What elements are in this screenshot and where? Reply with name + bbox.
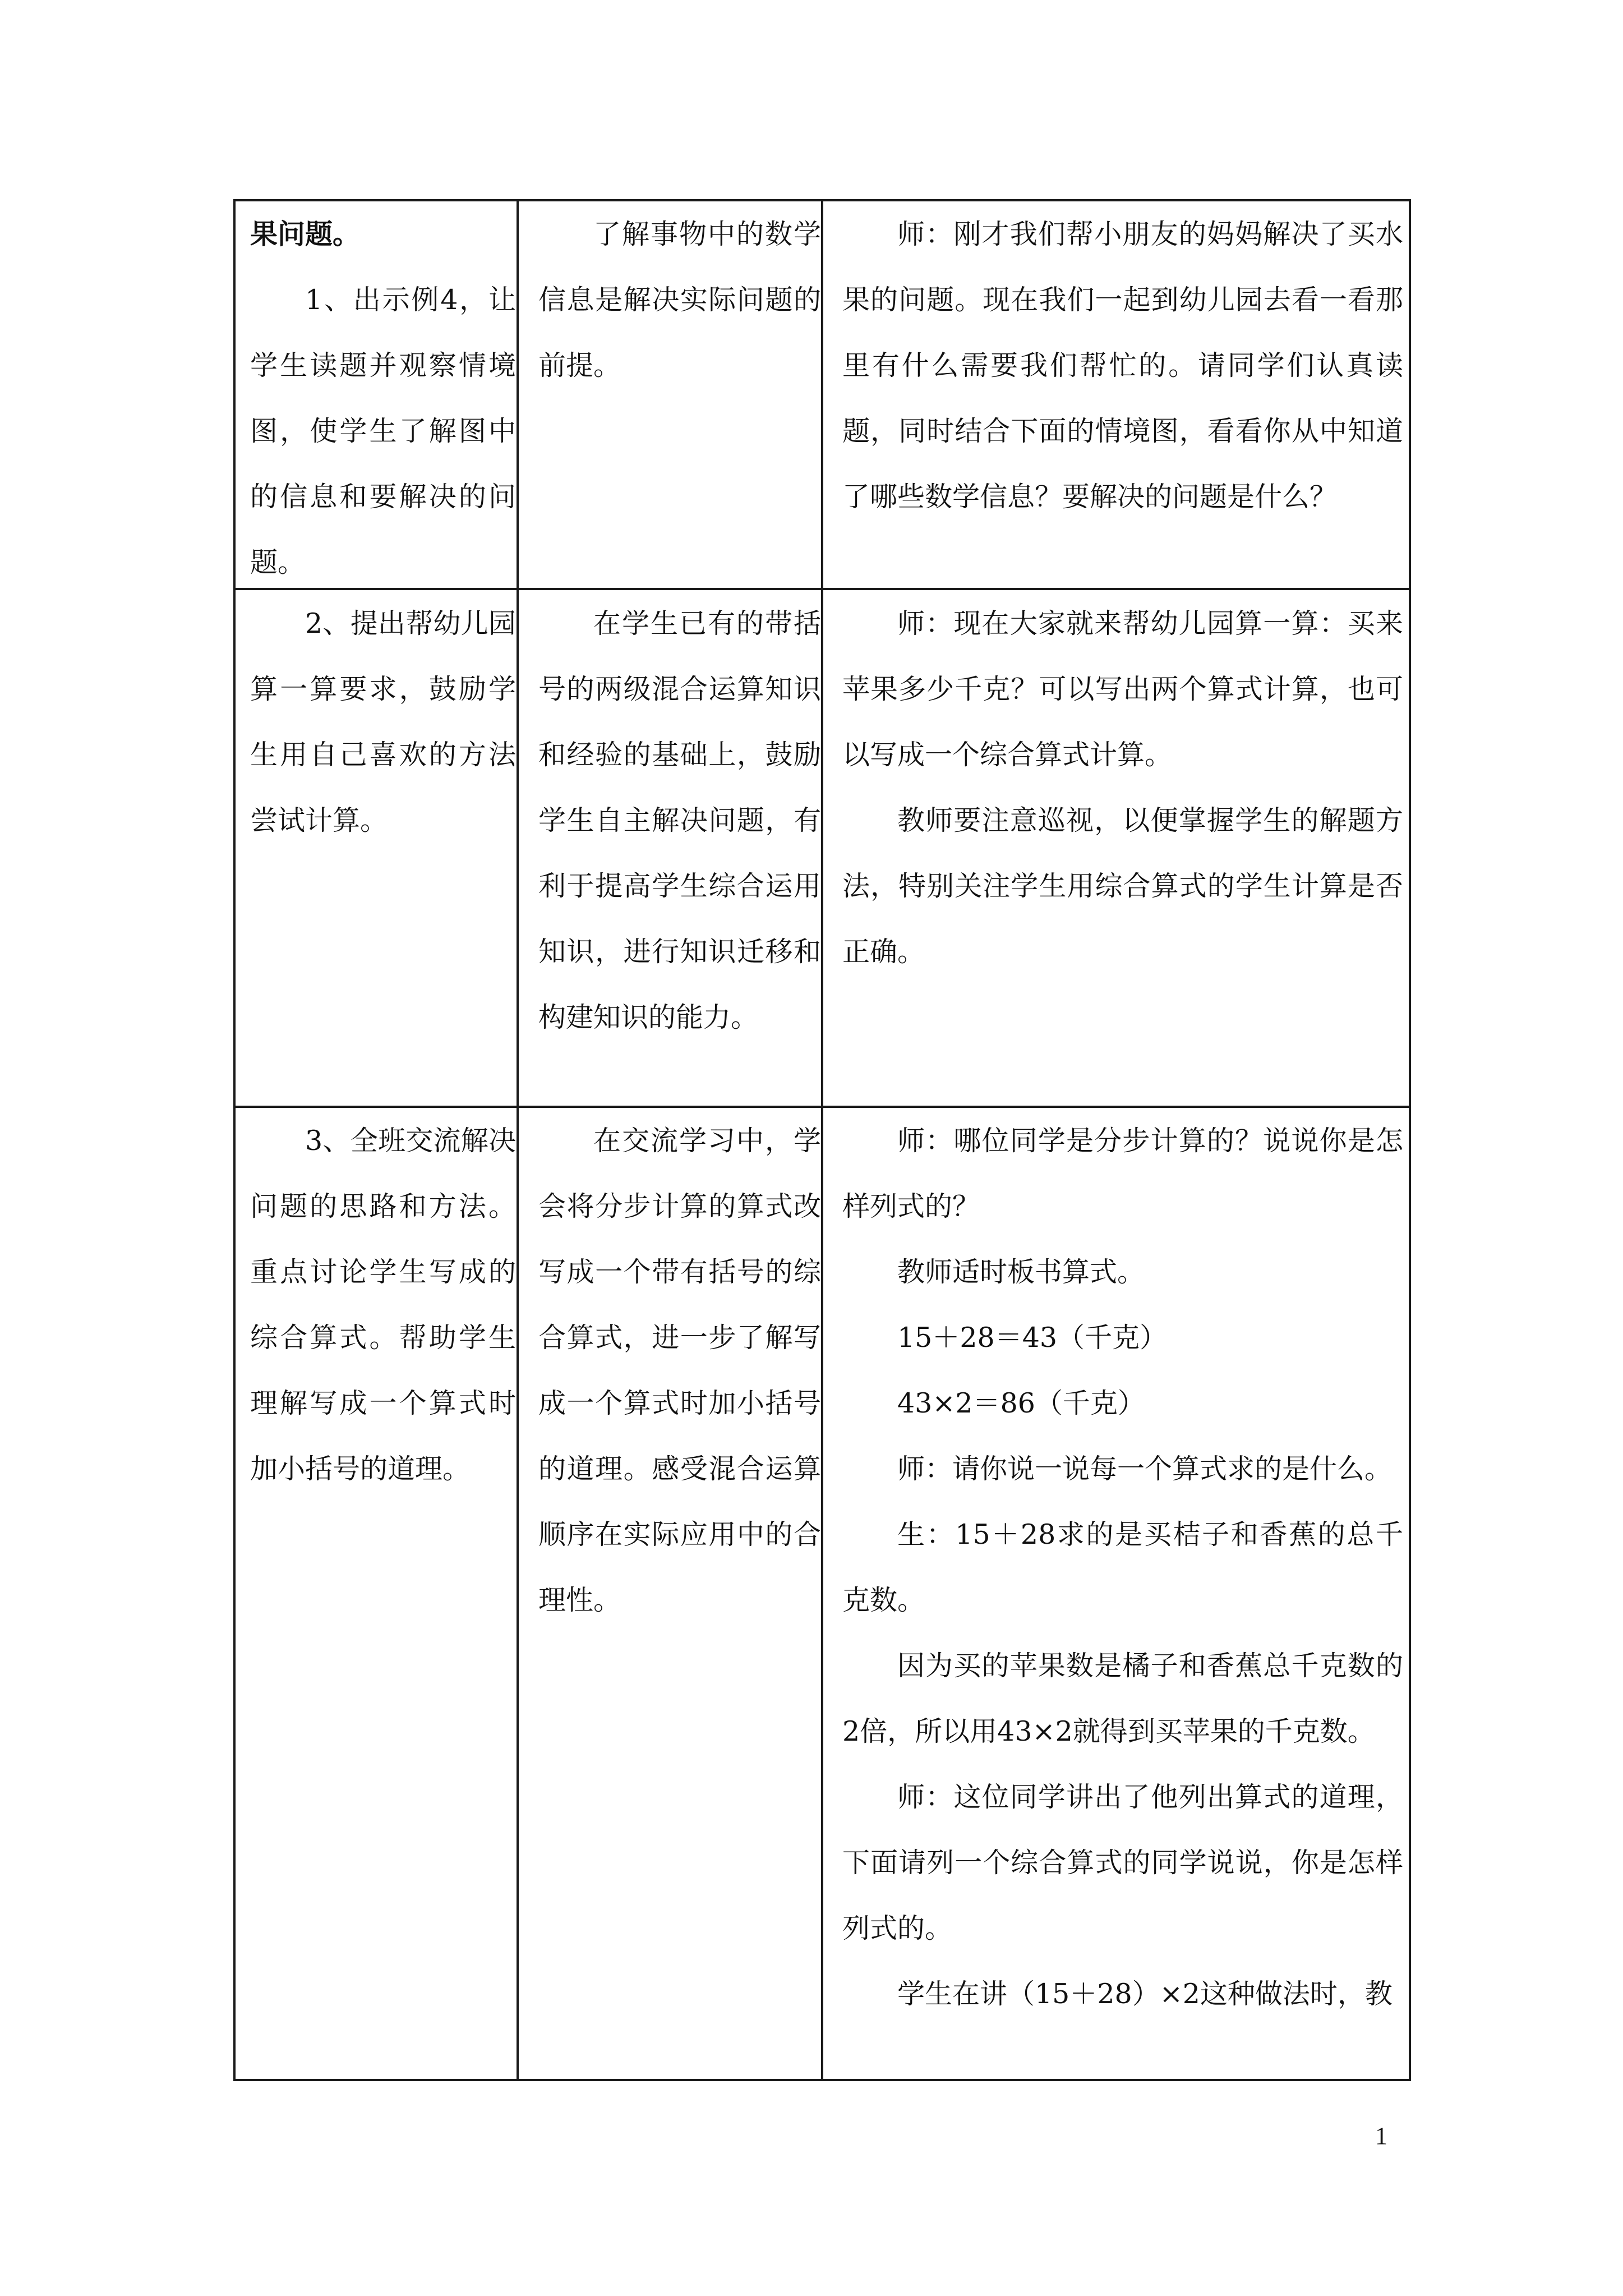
row3-process-text-1: 师：哪位同学是分步计算的？说说你是怎样列式的？	[842, 1125, 1403, 1222]
lesson-plan-table	[233, 199, 1411, 2081]
row3-process-text-4: 生：15＋28求的是买桔子和香蕉的总千克数。	[842, 1519, 1403, 1616]
row3-process-text-7: 学生在讲（15＋28）×2这种做法时，教	[897, 1978, 1393, 2010]
row1-step-cell	[250, 201, 516, 595]
row2-step-cell	[250, 591, 516, 853]
row3-intent-text: 在交流学习中，学会将分步计算的算式改写成一个带有括号的综合算式，进一步了解写成一个算式时加小括号的道理。感受混合运算顺序在实际应用中的合理性。	[538, 1125, 821, 1616]
row3-equation-2: 43×2＝86（千克）	[897, 1387, 1145, 1419]
column-divider	[517, 201, 519, 2079]
row2-step-text: 2、提出帮幼儿园算一算要求，鼓励学生用自己喜欢的方法尝试计算。	[250, 608, 516, 836]
column-divider	[821, 201, 823, 2079]
row3-process-text-3: 师：请你说一说每一个算式求的是什么。	[897, 1453, 1393, 1485]
row3-process-text-5: 因为买的苹果数是橘子和香蕉总千克数的2倍，所以用43×2就得到买苹果的千克数。	[842, 1650, 1403, 1747]
row2-process-cell	[842, 591, 1403, 984]
row3-equation-1: 15＋28＝43（千克）	[897, 1322, 1168, 1354]
page-number: 1	[1375, 2122, 1387, 2150]
row1-intent-cell	[538, 201, 821, 398]
row1-process-text: 师：刚才我们帮小朋友的妈妈解决了买水果的问题。现在我们一起到幼儿园去看一看那里有什么需要我们帮忙的。请同学们认真读题，同时结合下面的情境图，看看你从中知道了哪些数学信息？要解决的问题是什么？	[842, 218, 1403, 513]
row3-process-text-6: 师：这位同学讲出了他列出算式的道理，下面请列一个综合算式的同学说说，你是怎样列式的。	[842, 1781, 1403, 1944]
row3-step-cell	[250, 1108, 516, 1502]
row2-process-text-1: 师：现在大家就来帮幼儿园算一算：买来苹果多少千克？可以写出两个算式计算，也可以写成一个综合算式计算。	[842, 608, 1403, 771]
row3-process-text-2: 教师适时板书算式。	[897, 1256, 1145, 1288]
row3-process-cell	[842, 1108, 1403, 2027]
row1-intent-text: 了解事物中的数学信息是解决实际问题的前提。	[538, 218, 821, 381]
row2-process-text-2: 教师要注意巡视，以便掌握学生的解题方法，特别关注学生用综合算式的学生计算是否正确。	[842, 804, 1403, 968]
row2-intent-cell	[538, 591, 821, 1050]
row1-process-cell	[842, 201, 1403, 530]
row1-step-text: 1、出示例4，让学生读题并观察情境图，使学生了解图中的信息和要解决的问题。	[250, 284, 516, 578]
row3-step-text: 3、全班交流解决问题的思路和方法。重点讨论学生写成的综合算式。帮助学生理解写成一个算式时加小括号的道理。	[250, 1125, 516, 1485]
row2-intent-text: 在学生已有的带括号的两级混合运算知识和经验的基础上，鼓励学生自主解决问题，有利于提高学生综合运用知识，进行知识迁移和构建知识的能力。	[538, 608, 821, 1033]
row3-intent-cell	[538, 1108, 821, 1633]
row1-step-heading: 果问题。	[250, 218, 361, 250]
